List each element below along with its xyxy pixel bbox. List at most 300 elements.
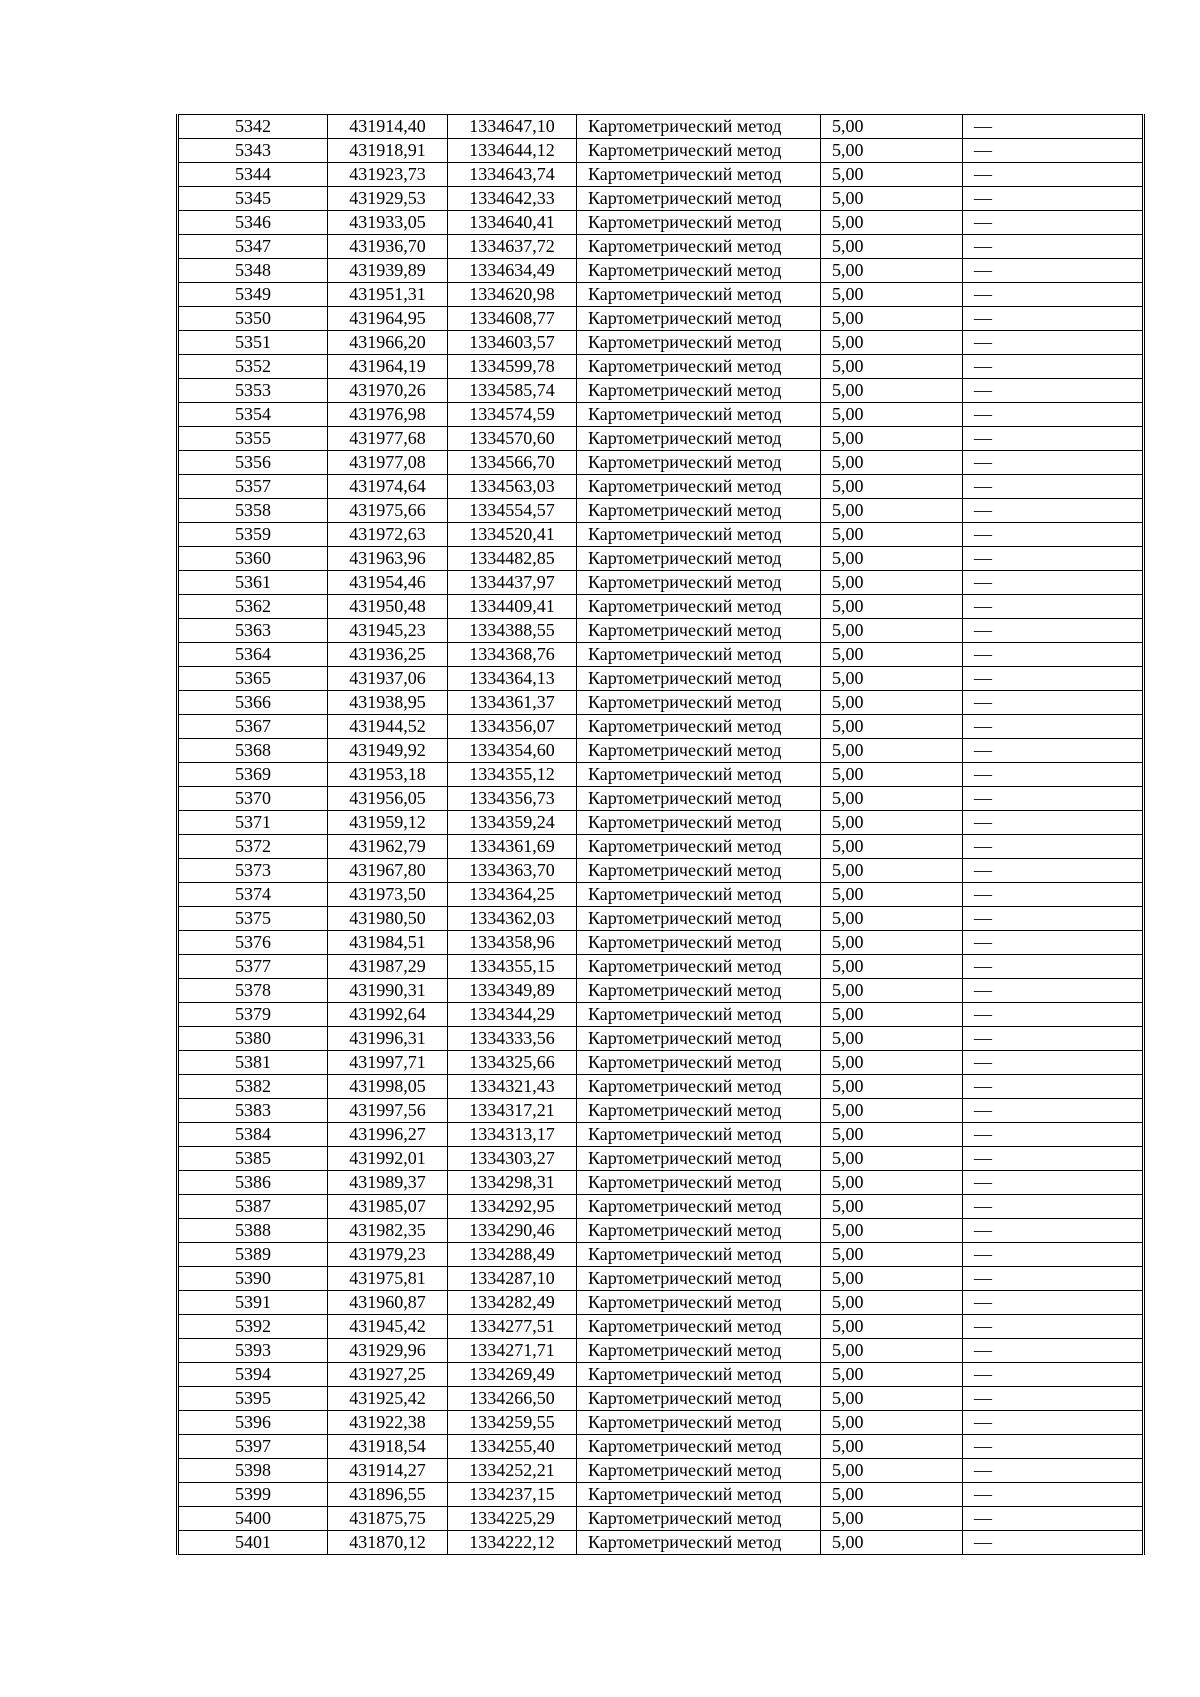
note-cell: — xyxy=(963,259,1144,283)
x-coordinate-cell: 431918,91 xyxy=(328,139,448,163)
x-coordinate-cell: 431925,42 xyxy=(328,1387,448,1411)
point-number-cell: 5396 xyxy=(178,1411,328,1435)
x-coordinate-cell: 431954,46 xyxy=(328,571,448,595)
y-coordinate-cell: 1334634,49 xyxy=(448,259,577,283)
table-row xyxy=(178,403,1144,427)
x-coordinate-cell: 431923,73 xyxy=(328,163,448,187)
method-cell: Картометрический метод xyxy=(577,883,821,907)
accuracy-cell: 5,00 xyxy=(821,763,963,787)
y-coordinate-cell: 1334225,29 xyxy=(448,1507,577,1531)
method-cell: Картометрический метод xyxy=(577,1267,821,1291)
point-number-cell: 5391 xyxy=(178,1291,328,1315)
table-row xyxy=(178,787,1144,811)
method-cell: Картометрический метод xyxy=(577,1363,821,1387)
accuracy-cell: 5,00 xyxy=(821,499,963,523)
y-coordinate-cell: 1334287,10 xyxy=(448,1267,577,1291)
method-cell: Картометрический метод xyxy=(577,643,821,667)
method-cell: Картометрический метод xyxy=(577,595,821,619)
accuracy-cell: 5,00 xyxy=(821,1099,963,1123)
y-coordinate-cell: 1334368,76 xyxy=(448,643,577,667)
note-cell: — xyxy=(963,763,1144,787)
table-row xyxy=(178,1411,1144,1435)
accuracy-cell: 5,00 xyxy=(821,955,963,979)
y-coordinate-cell: 1334363,70 xyxy=(448,859,577,883)
x-coordinate-cell: 431896,55 xyxy=(328,1483,448,1507)
x-coordinate-cell: 431998,05 xyxy=(328,1075,448,1099)
table-row xyxy=(178,691,1144,715)
accuracy-cell: 5,00 xyxy=(821,163,963,187)
accuracy-cell: 5,00 xyxy=(821,1003,963,1027)
table-row xyxy=(178,619,1144,643)
accuracy-cell: 5,00 xyxy=(821,1267,963,1291)
accuracy-cell: 5,00 xyxy=(821,1531,963,1555)
y-coordinate-cell: 1334566,70 xyxy=(448,451,577,475)
y-coordinate-cell: 1334608,77 xyxy=(448,307,577,331)
x-coordinate-cell: 431982,35 xyxy=(328,1219,448,1243)
table-row xyxy=(178,1507,1144,1531)
y-coordinate-cell: 1334364,13 xyxy=(448,667,577,691)
table-row xyxy=(178,475,1144,499)
point-number-cell: 5397 xyxy=(178,1435,328,1459)
note-cell: — xyxy=(963,1147,1144,1171)
method-cell: Картометрический метод xyxy=(577,691,821,715)
point-number-cell: 5375 xyxy=(178,907,328,931)
x-coordinate-cell: 431974,64 xyxy=(328,475,448,499)
table-row xyxy=(178,523,1144,547)
note-cell: — xyxy=(963,859,1144,883)
method-cell: Картометрический метод xyxy=(577,475,821,499)
accuracy-cell: 5,00 xyxy=(821,1075,963,1099)
accuracy-cell: 5,00 xyxy=(821,1291,963,1315)
accuracy-cell: 5,00 xyxy=(821,379,963,403)
x-coordinate-cell: 431975,81 xyxy=(328,1267,448,1291)
x-coordinate-cell: 431918,54 xyxy=(328,1435,448,1459)
method-cell: Картометрический метод xyxy=(577,1123,821,1147)
accuracy-cell: 5,00 xyxy=(821,883,963,907)
x-coordinate-cell: 431959,12 xyxy=(328,811,448,835)
y-coordinate-cell: 1334321,43 xyxy=(448,1075,577,1099)
y-coordinate-cell: 1334647,10 xyxy=(448,115,577,139)
method-cell: Картометрический метод xyxy=(577,1435,821,1459)
method-cell: Картометрический метод xyxy=(577,979,821,1003)
method-cell: Картометрический метод xyxy=(577,547,821,571)
note-cell: — xyxy=(963,715,1144,739)
method-cell: Картометрический метод xyxy=(577,907,821,931)
y-coordinate-cell: 1334603,57 xyxy=(448,331,577,355)
y-coordinate-cell: 1334282,49 xyxy=(448,1291,577,1315)
method-cell: Картометрический метод xyxy=(577,739,821,763)
point-number-cell: 5379 xyxy=(178,1003,328,1027)
method-cell: Картометрический метод xyxy=(577,1243,821,1267)
point-number-cell: 5376 xyxy=(178,931,328,955)
accuracy-cell: 5,00 xyxy=(821,259,963,283)
note-cell: — xyxy=(963,739,1144,763)
point-number-cell: 5385 xyxy=(178,1147,328,1171)
x-coordinate-cell: 431972,63 xyxy=(328,523,448,547)
method-cell: Картометрический метод xyxy=(577,1531,821,1555)
method-cell: Картометрический метод xyxy=(577,1171,821,1195)
accuracy-cell: 5,00 xyxy=(821,1147,963,1171)
point-number-cell: 5346 xyxy=(178,211,328,235)
y-coordinate-cell: 1334255,40 xyxy=(448,1435,577,1459)
table-row xyxy=(178,1219,1144,1243)
point-number-cell: 5390 xyxy=(178,1267,328,1291)
x-coordinate-cell: 431927,25 xyxy=(328,1363,448,1387)
note-cell: — xyxy=(963,835,1144,859)
table-row xyxy=(178,259,1144,283)
note-cell: — xyxy=(963,1339,1144,1363)
method-cell: Картометрический метод xyxy=(577,187,821,211)
point-number-cell: 5355 xyxy=(178,427,328,451)
accuracy-cell: 5,00 xyxy=(821,187,963,211)
method-cell: Картометрический метод xyxy=(577,1387,821,1411)
x-coordinate-cell: 431967,80 xyxy=(328,859,448,883)
x-coordinate-cell: 431951,31 xyxy=(328,283,448,307)
note-cell: — xyxy=(963,427,1144,451)
point-number-cell: 5364 xyxy=(178,643,328,667)
table-row xyxy=(178,1147,1144,1171)
accuracy-cell: 5,00 xyxy=(821,1027,963,1051)
table-row xyxy=(178,811,1144,835)
x-coordinate-cell: 431997,71 xyxy=(328,1051,448,1075)
note-cell: — xyxy=(963,787,1144,811)
table-row xyxy=(178,283,1144,307)
point-number-cell: 5357 xyxy=(178,475,328,499)
point-number-cell: 5370 xyxy=(178,787,328,811)
point-number-cell: 5383 xyxy=(178,1099,328,1123)
point-number-cell: 5354 xyxy=(178,403,328,427)
table-row xyxy=(178,1051,1144,1075)
accuracy-cell: 5,00 xyxy=(821,691,963,715)
y-coordinate-cell: 1334333,56 xyxy=(448,1027,577,1051)
method-cell: Картометрический метод xyxy=(577,835,821,859)
y-coordinate-cell: 1334349,89 xyxy=(448,979,577,1003)
x-coordinate-cell: 431964,95 xyxy=(328,307,448,331)
accuracy-cell: 5,00 xyxy=(821,595,963,619)
note-cell: — xyxy=(963,955,1144,979)
y-coordinate-cell: 1334361,37 xyxy=(448,691,577,715)
point-number-cell: 5374 xyxy=(178,883,328,907)
y-coordinate-cell: 1334358,96 xyxy=(448,931,577,955)
point-number-cell: 5358 xyxy=(178,499,328,523)
x-coordinate-cell: 431975,66 xyxy=(328,499,448,523)
y-coordinate-cell: 1334554,57 xyxy=(448,499,577,523)
table-row xyxy=(178,1099,1144,1123)
method-cell: Картометрический метод xyxy=(577,715,821,739)
x-coordinate-cell: 431977,08 xyxy=(328,451,448,475)
accuracy-cell: 5,00 xyxy=(821,907,963,931)
note-cell: — xyxy=(963,1003,1144,1027)
table-row xyxy=(178,115,1144,139)
accuracy-cell: 5,00 xyxy=(821,979,963,1003)
accuracy-cell: 5,00 xyxy=(821,667,963,691)
table-row xyxy=(178,979,1144,1003)
x-coordinate-cell: 431976,98 xyxy=(328,403,448,427)
y-coordinate-cell: 1334643,74 xyxy=(448,163,577,187)
table-row xyxy=(178,883,1144,907)
note-cell: — xyxy=(963,1075,1144,1099)
point-number-cell: 5387 xyxy=(178,1195,328,1219)
note-cell: — xyxy=(963,1387,1144,1411)
point-number-cell: 5401 xyxy=(178,1531,328,1555)
table-row xyxy=(178,1267,1144,1291)
method-cell: Картометрический метод xyxy=(577,1339,821,1363)
point-number-cell: 5347 xyxy=(178,235,328,259)
y-coordinate-cell: 1334298,31 xyxy=(448,1171,577,1195)
x-coordinate-cell: 431914,40 xyxy=(328,115,448,139)
y-coordinate-cell: 1334266,50 xyxy=(448,1387,577,1411)
note-cell: — xyxy=(963,1195,1144,1219)
note-cell: — xyxy=(963,595,1144,619)
point-number-cell: 5344 xyxy=(178,163,328,187)
y-coordinate-cell: 1334252,21 xyxy=(448,1459,577,1483)
x-coordinate-cell: 431984,51 xyxy=(328,931,448,955)
note-cell: — xyxy=(963,1363,1144,1387)
note-cell: — xyxy=(963,1315,1144,1339)
method-cell: Картометрический метод xyxy=(577,955,821,979)
table-row xyxy=(178,1363,1144,1387)
method-cell: Картометрический метод xyxy=(577,1219,821,1243)
y-coordinate-cell: 1334574,59 xyxy=(448,403,577,427)
y-coordinate-cell: 1334388,55 xyxy=(448,619,577,643)
x-coordinate-cell: 431973,50 xyxy=(328,883,448,907)
y-coordinate-cell: 1334599,78 xyxy=(448,355,577,379)
accuracy-cell: 5,00 xyxy=(821,1411,963,1435)
method-cell: Картометрический метод xyxy=(577,667,821,691)
note-cell: — xyxy=(963,883,1144,907)
x-coordinate-cell: 431939,89 xyxy=(328,259,448,283)
x-coordinate-cell: 431949,92 xyxy=(328,739,448,763)
table-row xyxy=(178,667,1144,691)
accuracy-cell: 5,00 xyxy=(821,1507,963,1531)
table-row xyxy=(178,907,1144,931)
x-coordinate-cell: 431985,07 xyxy=(328,1195,448,1219)
accuracy-cell: 5,00 xyxy=(821,1483,963,1507)
table-row xyxy=(178,307,1144,331)
x-coordinate-cell: 431970,26 xyxy=(328,379,448,403)
note-cell: — xyxy=(963,1123,1144,1147)
table-row xyxy=(178,139,1144,163)
coordinates-table xyxy=(176,114,1145,1555)
x-coordinate-cell: 431914,27 xyxy=(328,1459,448,1483)
x-coordinate-cell: 431966,20 xyxy=(328,331,448,355)
note-cell: — xyxy=(963,1435,1144,1459)
y-coordinate-cell: 1334292,95 xyxy=(448,1195,577,1219)
point-number-cell: 5386 xyxy=(178,1171,328,1195)
x-coordinate-cell: 431929,96 xyxy=(328,1339,448,1363)
y-coordinate-cell: 1334644,12 xyxy=(448,139,577,163)
table-row xyxy=(178,211,1144,235)
note-cell: — xyxy=(963,1051,1144,1075)
point-number-cell: 5369 xyxy=(178,763,328,787)
x-coordinate-cell: 431977,68 xyxy=(328,427,448,451)
accuracy-cell: 5,00 xyxy=(821,1459,963,1483)
accuracy-cell: 5,00 xyxy=(821,331,963,355)
x-coordinate-cell: 431996,31 xyxy=(328,1027,448,1051)
accuracy-cell: 5,00 xyxy=(821,523,963,547)
method-cell: Картометрический метод xyxy=(577,1075,821,1099)
y-coordinate-cell: 1334288,49 xyxy=(448,1243,577,1267)
note-cell: — xyxy=(963,499,1144,523)
point-number-cell: 5389 xyxy=(178,1243,328,1267)
y-coordinate-cell: 1334277,51 xyxy=(448,1315,577,1339)
note-cell: — xyxy=(963,283,1144,307)
point-number-cell: 5363 xyxy=(178,619,328,643)
table-row xyxy=(178,163,1144,187)
table-row xyxy=(178,1075,1144,1099)
accuracy-cell: 5,00 xyxy=(821,643,963,667)
table-row xyxy=(178,379,1144,403)
method-cell: Картометрический метод xyxy=(577,283,821,307)
method-cell: Картометрический метод xyxy=(577,139,821,163)
x-coordinate-cell: 431987,29 xyxy=(328,955,448,979)
accuracy-cell: 5,00 xyxy=(821,403,963,427)
note-cell: — xyxy=(963,1483,1144,1507)
y-coordinate-cell: 1334570,60 xyxy=(448,427,577,451)
x-coordinate-cell: 431929,53 xyxy=(328,187,448,211)
accuracy-cell: 5,00 xyxy=(821,739,963,763)
method-cell: Картометрический метод xyxy=(577,451,821,475)
point-number-cell: 5400 xyxy=(178,1507,328,1531)
note-cell: — xyxy=(963,475,1144,499)
note-cell: — xyxy=(963,931,1144,955)
method-cell: Картометрический метод xyxy=(577,1315,821,1339)
point-number-cell: 5349 xyxy=(178,283,328,307)
y-coordinate-cell: 1334271,71 xyxy=(448,1339,577,1363)
y-coordinate-cell: 1334355,12 xyxy=(448,763,577,787)
point-number-cell: 5388 xyxy=(178,1219,328,1243)
note-cell: — xyxy=(963,1411,1144,1435)
method-cell: Картометрический метод xyxy=(577,1195,821,1219)
accuracy-cell: 5,00 xyxy=(821,1195,963,1219)
note-cell: — xyxy=(963,811,1144,835)
x-coordinate-cell: 431945,23 xyxy=(328,619,448,643)
note-cell: — xyxy=(963,571,1144,595)
note-cell: — xyxy=(963,547,1144,571)
point-number-cell: 5399 xyxy=(178,1483,328,1507)
method-cell: Картометрический метод xyxy=(577,1483,821,1507)
accuracy-cell: 5,00 xyxy=(821,235,963,259)
table-row xyxy=(178,835,1144,859)
accuracy-cell: 5,00 xyxy=(821,547,963,571)
note-cell: — xyxy=(963,139,1144,163)
method-cell: Картометрический метод xyxy=(577,1051,821,1075)
note-cell: — xyxy=(963,643,1144,667)
x-coordinate-cell: 431997,56 xyxy=(328,1099,448,1123)
note-cell: — xyxy=(963,1099,1144,1123)
method-cell: Картометрический метод xyxy=(577,1099,821,1123)
method-cell: Картометрический метод xyxy=(577,1147,821,1171)
x-coordinate-cell: 431990,31 xyxy=(328,979,448,1003)
y-coordinate-cell: 1334356,07 xyxy=(448,715,577,739)
y-coordinate-cell: 1334364,25 xyxy=(448,883,577,907)
note-cell: — xyxy=(963,907,1144,931)
point-number-cell: 5393 xyxy=(178,1339,328,1363)
note-cell: — xyxy=(963,163,1144,187)
point-number-cell: 5352 xyxy=(178,355,328,379)
table-row xyxy=(178,1459,1144,1483)
coordinates-table-body xyxy=(178,115,1144,1555)
x-coordinate-cell: 431980,50 xyxy=(328,907,448,931)
table-row xyxy=(178,1171,1144,1195)
y-coordinate-cell: 1334313,17 xyxy=(448,1123,577,1147)
method-cell: Картометрический метод xyxy=(577,811,821,835)
point-number-cell: 5367 xyxy=(178,715,328,739)
x-coordinate-cell: 431936,25 xyxy=(328,643,448,667)
note-cell: — xyxy=(963,619,1144,643)
x-coordinate-cell: 431963,96 xyxy=(328,547,448,571)
note-cell: — xyxy=(963,1171,1144,1195)
table-row xyxy=(178,1243,1144,1267)
point-number-cell: 5359 xyxy=(178,523,328,547)
point-number-cell: 5353 xyxy=(178,379,328,403)
y-coordinate-cell: 1334269,49 xyxy=(448,1363,577,1387)
point-number-cell: 5343 xyxy=(178,139,328,163)
accuracy-cell: 5,00 xyxy=(821,1339,963,1363)
method-cell: Картометрический метод xyxy=(577,1003,821,1027)
y-coordinate-cell: 1334642,33 xyxy=(448,187,577,211)
y-coordinate-cell: 1334303,27 xyxy=(448,1147,577,1171)
point-number-cell: 5398 xyxy=(178,1459,328,1483)
table-row xyxy=(178,571,1144,595)
accuracy-cell: 5,00 xyxy=(821,1243,963,1267)
accuracy-cell: 5,00 xyxy=(821,283,963,307)
note-cell: — xyxy=(963,1507,1144,1531)
note-cell: — xyxy=(963,115,1144,139)
table-row xyxy=(178,955,1144,979)
point-number-cell: 5384 xyxy=(178,1123,328,1147)
x-coordinate-cell: 431992,01 xyxy=(328,1147,448,1171)
note-cell: — xyxy=(963,235,1144,259)
table-row xyxy=(178,739,1144,763)
note-cell: — xyxy=(963,379,1144,403)
method-cell: Картометрический метод xyxy=(577,619,821,643)
x-coordinate-cell: 431944,52 xyxy=(328,715,448,739)
x-coordinate-cell: 431950,48 xyxy=(328,595,448,619)
method-cell: Картометрический метод xyxy=(577,259,821,283)
y-coordinate-cell: 1334563,03 xyxy=(448,475,577,499)
table-row xyxy=(178,547,1144,571)
x-coordinate-cell: 431992,64 xyxy=(328,1003,448,1027)
accuracy-cell: 5,00 xyxy=(821,1435,963,1459)
method-cell: Картометрический метод xyxy=(577,379,821,403)
note-cell: — xyxy=(963,403,1144,427)
y-coordinate-cell: 1334620,98 xyxy=(448,283,577,307)
note-cell: — xyxy=(963,1291,1144,1315)
y-coordinate-cell: 1334361,69 xyxy=(448,835,577,859)
table-row xyxy=(178,1195,1144,1219)
x-coordinate-cell: 431964,19 xyxy=(328,355,448,379)
method-cell: Картометрический метод xyxy=(577,1459,821,1483)
x-coordinate-cell: 431937,06 xyxy=(328,667,448,691)
x-coordinate-cell: 431870,12 xyxy=(328,1531,448,1555)
accuracy-cell: 5,00 xyxy=(821,619,963,643)
point-number-cell: 5394 xyxy=(178,1363,328,1387)
method-cell: Картометрический метод xyxy=(577,523,821,547)
accuracy-cell: 5,00 xyxy=(821,427,963,451)
accuracy-cell: 5,00 xyxy=(821,355,963,379)
accuracy-cell: 5,00 xyxy=(821,115,963,139)
point-number-cell: 5381 xyxy=(178,1051,328,1075)
table-row xyxy=(178,1027,1144,1051)
y-coordinate-cell: 1334362,03 xyxy=(448,907,577,931)
note-cell: — xyxy=(963,451,1144,475)
accuracy-cell: 5,00 xyxy=(821,715,963,739)
table-row xyxy=(178,331,1144,355)
accuracy-cell: 5,00 xyxy=(821,1171,963,1195)
table-row xyxy=(178,595,1144,619)
y-coordinate-cell: 1334354,60 xyxy=(448,739,577,763)
